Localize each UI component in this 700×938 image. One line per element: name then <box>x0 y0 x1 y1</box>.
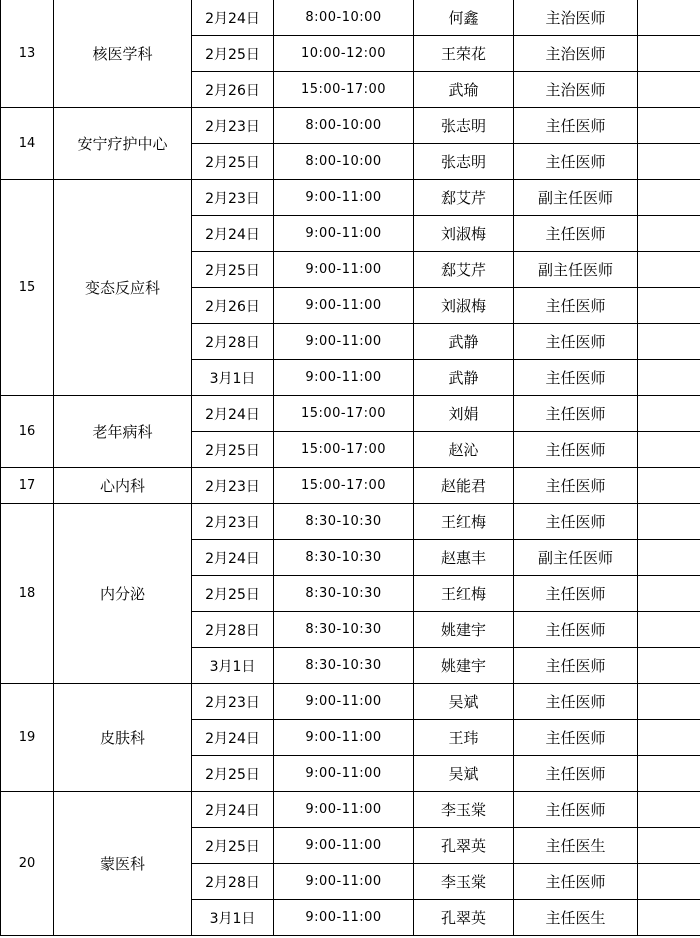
empty-cell <box>638 288 700 324</box>
doctor-name-cell: 刘娟 <box>414 396 514 432</box>
date-cell: 2月23日 <box>192 180 274 216</box>
doctor-name-cell: 王红梅 <box>414 504 514 540</box>
dept-number-cell: 16 <box>1 396 54 468</box>
date-cell: 2月24日 <box>192 792 274 828</box>
doctor-name-cell: 李玉棠 <box>414 864 514 900</box>
doctor-title-cell: 主任医师 <box>514 864 638 900</box>
dept-number-cell: 20 <box>1 792 54 936</box>
empty-cell <box>638 684 700 720</box>
doctor-title-cell: 主任医师 <box>514 108 638 144</box>
empty-cell <box>638 468 700 504</box>
doctor-title-cell: 主任医师 <box>514 684 638 720</box>
table-row <box>1 108 700 144</box>
doctor-name-cell: 王红梅 <box>414 576 514 612</box>
time-cell: 8:30-10:30 <box>274 504 414 540</box>
time-cell: 9:00-11:00 <box>274 756 414 792</box>
doctor-title-cell: 主任医师 <box>514 720 638 756</box>
table-row <box>1 396 700 432</box>
department-cell: 老年病科 <box>54 396 192 468</box>
empty-cell <box>638 504 700 540</box>
department-cell: 皮肤科 <box>54 684 192 792</box>
time-cell: 15:00-17:00 <box>274 396 414 432</box>
empty-cell <box>638 180 700 216</box>
date-cell: 2月23日 <box>192 684 274 720</box>
empty-cell <box>638 792 700 828</box>
doctor-title-cell: 主任医师 <box>514 324 638 360</box>
dept-number-cell: 17 <box>1 468 54 504</box>
time-cell: 9:00-11:00 <box>274 684 414 720</box>
doctor-name-cell: 吴斌 <box>414 756 514 792</box>
table-row <box>1 684 700 720</box>
time-cell: 8:00-10:00 <box>274 144 414 180</box>
date-cell: 2月28日 <box>192 612 274 648</box>
empty-cell <box>638 360 700 396</box>
doctor-title-cell: 主任医师 <box>514 360 638 396</box>
time-cell: 8:30-10:30 <box>274 540 414 576</box>
date-cell: 3月1日 <box>192 900 274 936</box>
time-cell: 9:00-11:00 <box>274 720 414 756</box>
department-cell: 内分泌 <box>54 504 192 684</box>
date-cell: 3月1日 <box>192 648 274 684</box>
doctor-name-cell: 赵能君 <box>414 468 514 504</box>
dept-number-cell: 13 <box>1 0 54 108</box>
time-cell: 8:30-10:30 <box>274 576 414 612</box>
empty-cell <box>638 432 700 468</box>
doctor-name-cell: 张志明 <box>414 144 514 180</box>
doctor-title-cell: 主任医师 <box>514 396 638 432</box>
time-cell: 9:00-11:00 <box>274 216 414 252</box>
doctor-name-cell: 孔翠英 <box>414 900 514 936</box>
time-cell: 9:00-11:00 <box>274 900 414 936</box>
date-cell: 2月25日 <box>192 756 274 792</box>
department-cell: 心内科 <box>54 468 192 504</box>
doctor-title-cell: 主治医师 <box>514 0 638 36</box>
date-cell: 2月24日 <box>192 540 274 576</box>
doctor-name-cell: 姚建宇 <box>414 612 514 648</box>
empty-cell <box>638 252 700 288</box>
empty-cell <box>638 324 700 360</box>
doctor-title-cell: 副主任医师 <box>514 540 638 576</box>
doctor-name-cell: 赵惠丰 <box>414 540 514 576</box>
doctor-title-cell: 主任医师 <box>514 612 638 648</box>
table-row <box>1 504 700 540</box>
table-row <box>1 468 700 504</box>
date-cell: 2月25日 <box>192 36 274 72</box>
dept-number-cell: 19 <box>1 684 54 792</box>
doctor-title-cell: 主任医师 <box>514 468 638 504</box>
doctor-name-cell: 刘淑梅 <box>414 216 514 252</box>
date-cell: 2月25日 <box>192 144 274 180</box>
date-cell: 2月25日 <box>192 432 274 468</box>
doctor-name-cell: 孔翠英 <box>414 828 514 864</box>
empty-cell <box>638 864 700 900</box>
dept-number-cell: 18 <box>1 504 54 684</box>
doctor-title-cell: 主任医师 <box>514 288 638 324</box>
department-cell: 变态反应科 <box>54 180 192 396</box>
table-row <box>1 0 700 36</box>
date-cell: 2月24日 <box>192 396 274 432</box>
doctor-name-cell: 王荣花 <box>414 36 514 72</box>
time-cell: 15:00-17:00 <box>274 72 414 108</box>
date-cell: 2月23日 <box>192 468 274 504</box>
empty-cell <box>638 540 700 576</box>
date-cell: 2月23日 <box>192 108 274 144</box>
doctor-name-cell: 何鑫 <box>414 0 514 36</box>
doctor-title-cell: 主任医师 <box>514 144 638 180</box>
empty-cell <box>638 648 700 684</box>
doctor-title-cell: 主任医师 <box>514 756 638 792</box>
empty-cell <box>638 756 700 792</box>
doctor-name-cell: 张志明 <box>414 108 514 144</box>
doctor-name-cell: 郄艾芹 <box>414 180 514 216</box>
doctor-name-cell: 李玉棠 <box>414 792 514 828</box>
time-cell: 9:00-11:00 <box>274 288 414 324</box>
doctor-name-cell: 武静 <box>414 324 514 360</box>
doctor-title-cell: 主任医师 <box>514 216 638 252</box>
table-row <box>1 792 700 828</box>
time-cell: 8:00-10:00 <box>274 108 414 144</box>
time-cell: 9:00-11:00 <box>274 864 414 900</box>
doctor-name-cell: 郄艾芹 <box>414 252 514 288</box>
doctor-name-cell: 刘淑梅 <box>414 288 514 324</box>
doctor-title-cell: 主任医生 <box>514 900 638 936</box>
doctor-title-cell: 副主任医师 <box>514 252 638 288</box>
empty-cell <box>638 720 700 756</box>
table-row <box>1 180 700 216</box>
date-cell: 2月25日 <box>192 828 274 864</box>
date-cell: 2月25日 <box>192 576 274 612</box>
doctor-title-cell: 主任医师 <box>514 576 638 612</box>
empty-cell <box>638 828 700 864</box>
doctor-title-cell: 主任医生 <box>514 828 638 864</box>
empty-cell <box>638 72 700 108</box>
doctor-name-cell: 王玮 <box>414 720 514 756</box>
date-cell: 2月26日 <box>192 288 274 324</box>
dept-number-cell: 15 <box>1 180 54 396</box>
time-cell: 9:00-11:00 <box>274 792 414 828</box>
time-cell: 9:00-11:00 <box>274 828 414 864</box>
time-cell: 15:00-17:00 <box>274 468 414 504</box>
department-cell: 核医学科 <box>54 0 192 108</box>
doctor-name-cell: 吴斌 <box>414 684 514 720</box>
time-cell: 9:00-11:00 <box>274 252 414 288</box>
empty-cell <box>638 612 700 648</box>
empty-cell <box>638 396 700 432</box>
doctor-title-cell: 主任医师 <box>514 648 638 684</box>
time-cell: 15:00-17:00 <box>274 432 414 468</box>
doctor-title-cell: 主治医师 <box>514 72 638 108</box>
empty-cell <box>638 108 700 144</box>
doctor-title-cell: 主任医师 <box>514 504 638 540</box>
date-cell: 2月23日 <box>192 504 274 540</box>
empty-cell <box>638 144 700 180</box>
time-cell: 8:30-10:30 <box>274 648 414 684</box>
date-cell: 2月24日 <box>192 720 274 756</box>
empty-cell <box>638 216 700 252</box>
doctor-title-cell: 主治医师 <box>514 36 638 72</box>
time-cell: 9:00-11:00 <box>274 324 414 360</box>
doctor-title-cell: 副主任医师 <box>514 180 638 216</box>
time-cell: 8:00-10:00 <box>274 0 414 36</box>
date-cell: 2月28日 <box>192 324 274 360</box>
doctor-name-cell: 武瑜 <box>414 72 514 108</box>
doctor-name-cell: 赵沁 <box>414 432 514 468</box>
department-cell: 安宁疗护中心 <box>54 108 192 180</box>
time-cell: 9:00-11:00 <box>274 180 414 216</box>
date-cell: 2月26日 <box>192 72 274 108</box>
time-cell: 9:00-11:00 <box>274 360 414 396</box>
empty-cell <box>638 0 700 36</box>
dept-number-cell: 14 <box>1 108 54 180</box>
empty-cell <box>638 900 700 936</box>
doctor-title-cell: 主任医师 <box>514 792 638 828</box>
date-cell: 2月28日 <box>192 864 274 900</box>
date-cell: 3月1日 <box>192 360 274 396</box>
empty-cell <box>638 576 700 612</box>
empty-cell <box>638 36 700 72</box>
time-cell: 8:30-10:30 <box>274 612 414 648</box>
doctor-title-cell: 主任医师 <box>514 432 638 468</box>
date-cell: 2月25日 <box>192 252 274 288</box>
schedule-body <box>1 0 700 936</box>
department-cell: 蒙医科 <box>54 792 192 936</box>
doctor-name-cell: 姚建宇 <box>414 648 514 684</box>
time-cell: 10:00-12:00 <box>274 36 414 72</box>
date-cell: 2月24日 <box>192 0 274 36</box>
doctor-name-cell: 武静 <box>414 360 514 396</box>
date-cell: 2月24日 <box>192 216 274 252</box>
